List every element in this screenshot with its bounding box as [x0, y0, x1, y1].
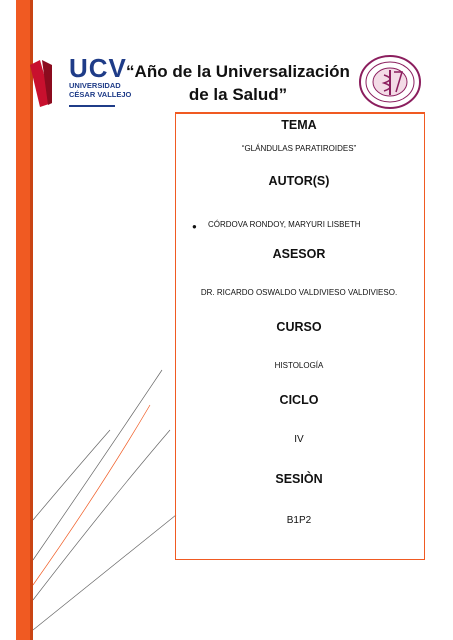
- ciclo-value: IV: [294, 434, 304, 445]
- ucv-initials: UCV: [69, 53, 127, 83]
- asesor-value: DR. RICARDO OSWALDO VALDIVIESO VALDIVIESO.: [200, 288, 398, 297]
- ciclo-heading: CICLO: [279, 393, 319, 407]
- slogan-line1: “Año de la Universalización: [126, 62, 350, 81]
- deco-line: [33, 370, 162, 560]
- ucv-underline: [69, 105, 115, 107]
- ucv-line2: CÉSAR VALLEJO: [69, 90, 132, 99]
- curso-value: HISTOLOGÍA: [274, 361, 324, 370]
- asesor-heading: ASESOR: [272, 247, 326, 261]
- deco-line: [33, 430, 110, 520]
- curso-heading: CURSO: [276, 320, 322, 334]
- slogan-line2: de la Salud”: [188, 85, 288, 104]
- tema-value: “GLÁNDULAS PARATIROIDES”: [241, 144, 357, 153]
- tema-heading: TEMA: [281, 118, 317, 132]
- autor-heading: AUTOR(S): [268, 174, 330, 188]
- faculty-seal-icon: [358, 54, 422, 110]
- autor-value: CÓRDOVA RONDOY, MARYURI LISBETH: [208, 220, 361, 229]
- sesion-heading: SESIÒN: [275, 472, 323, 486]
- deco-line: [33, 405, 150, 585]
- bullet-icon: ●: [192, 222, 197, 231]
- ucv-line1: UNIVERSIDAD: [69, 81, 121, 90]
- slogan: [118, 60, 358, 106]
- sesion-value: B1P2: [286, 515, 312, 526]
